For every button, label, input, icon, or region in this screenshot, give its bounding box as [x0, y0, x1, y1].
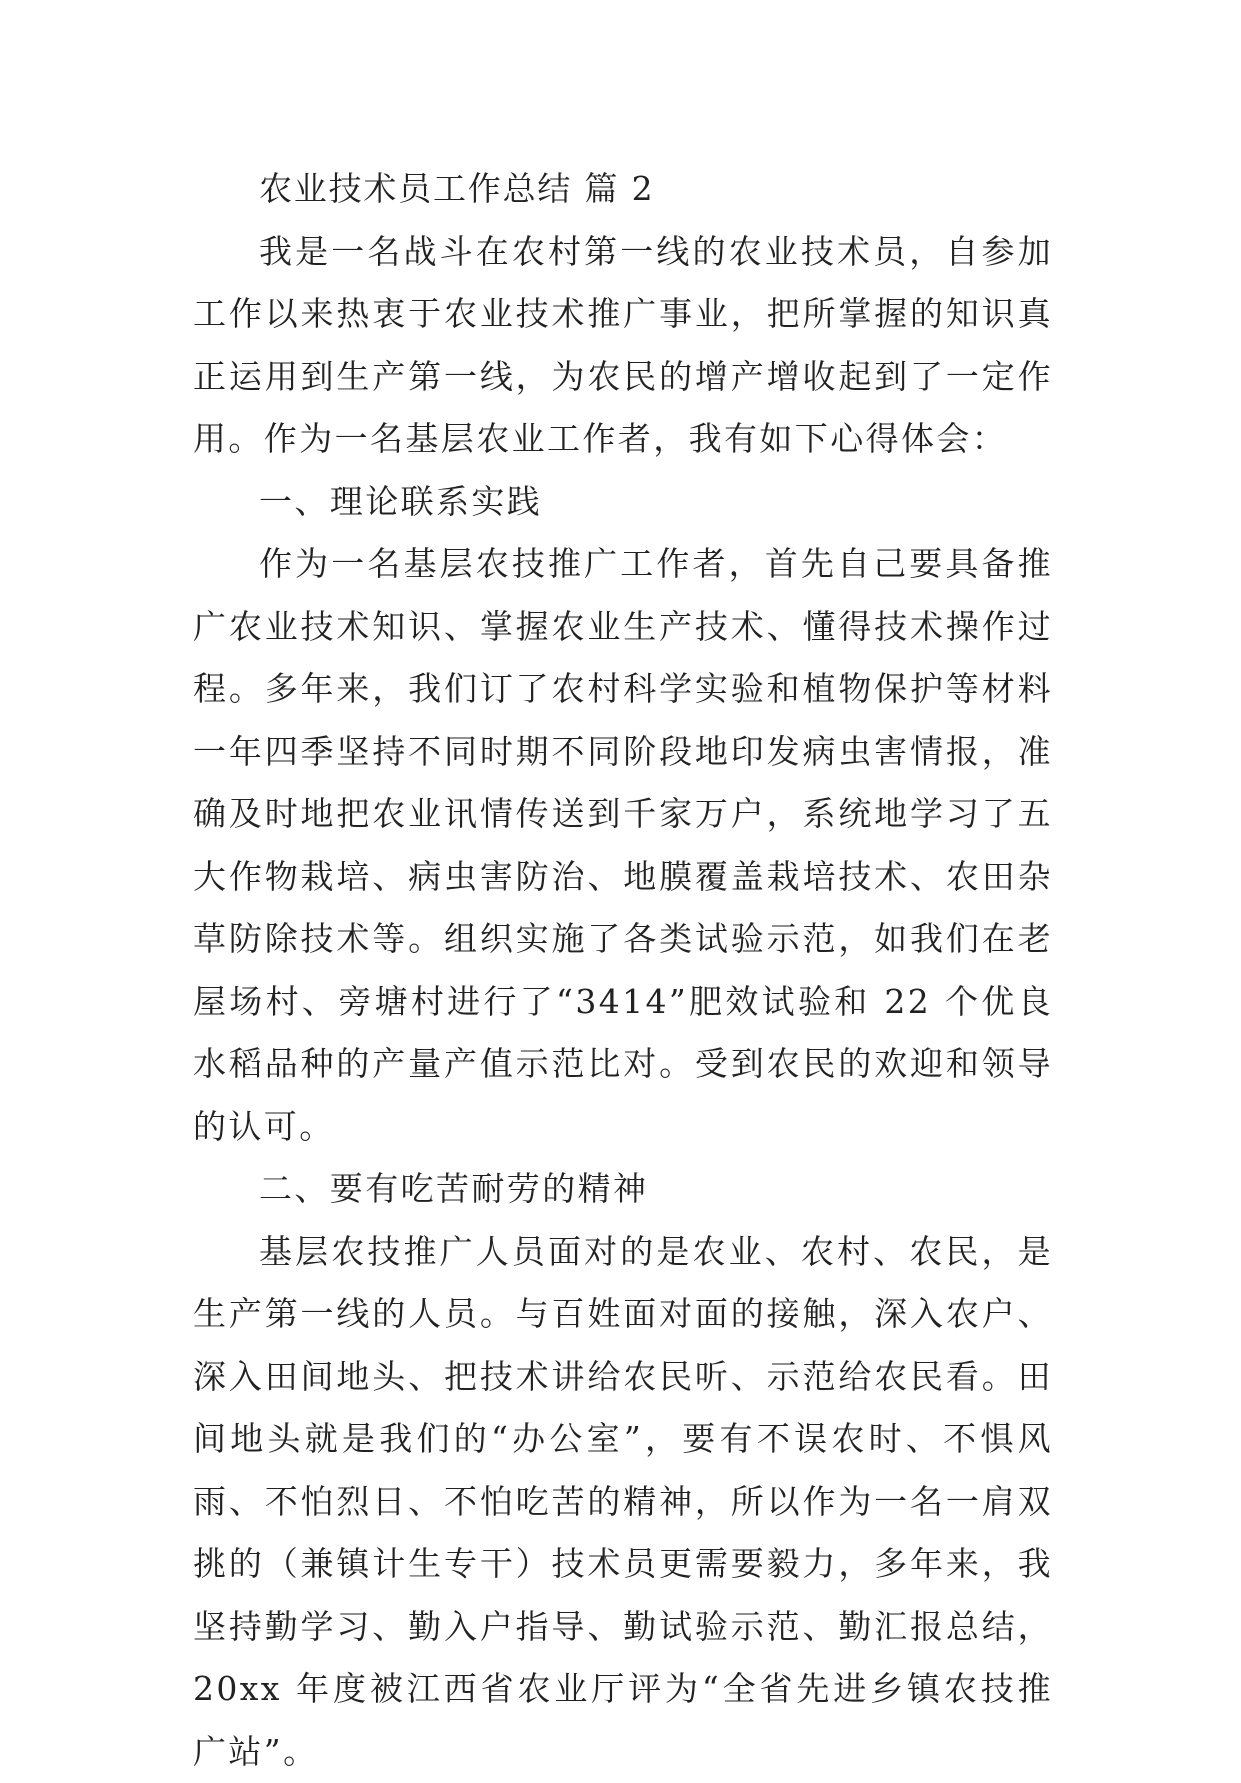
- document-title: 农业技术员工作总结 篇 2: [193, 158, 1053, 221]
- paragraph-hard-work: 基层农技推广人员面对的是农业、农村、农民，是生产第一线的人员。与百姓面对面的接触，深入农户、深入田间地头、把技术讲给农民听、示范给农民看。田间地头就是我们的“办公室”，要有不误农时、不惧风雨、不怕烈日、不怕吃苦的精神，所以作为一名一肩双挑的（兼镇计生专干）技术员更需要毅力，多年来，我坚持勤学习、勤入户指导、勤试验示范、勤汇报总结，20xx 年度被江西省农业厅评为“全省先进乡镇农技推广站”。: [193, 1221, 1053, 1783]
- section-heading-1: 一、理论联系实践: [193, 471, 1053, 534]
- paragraph-theory-practice: 作为一名基层农技推广工作者，首先自己要具备推广农业技术知识、掌握农业生产技术、懂得技术操作过程。多年来，我们订了农村科学实验和植物保护等材料一年四季坚持不同时期不同阶段地印发病虫害情报，准确及时地把农业讯情传送到千家万户，系统地学习了五大作物栽培、病虫害防治、地膜覆盖栽培技术、农田杂草防除技术等。组织实施了各类试验示范，如我们在老屋场村、旁塘村进行了“3414”肥效试验和 22 个优良水稻品种的产量产值示范比对。受到农民的欢迎和领导的认可。: [193, 533, 1053, 1158]
- paragraph-intro: 我是一名战斗在农村第一线的农业技术员，自参加工作以来热衷于农业技术推广事业，把所掌握的知识真正运用到生产第一线，为农民的增产增收起到了一定作用。作为一名基层农业工作者，我有如下心得体会：: [193, 221, 1053, 471]
- section-heading-2: 二、要有吃苦耐劳的精神: [193, 1158, 1053, 1221]
- document-body: [193, 158, 1053, 1783]
